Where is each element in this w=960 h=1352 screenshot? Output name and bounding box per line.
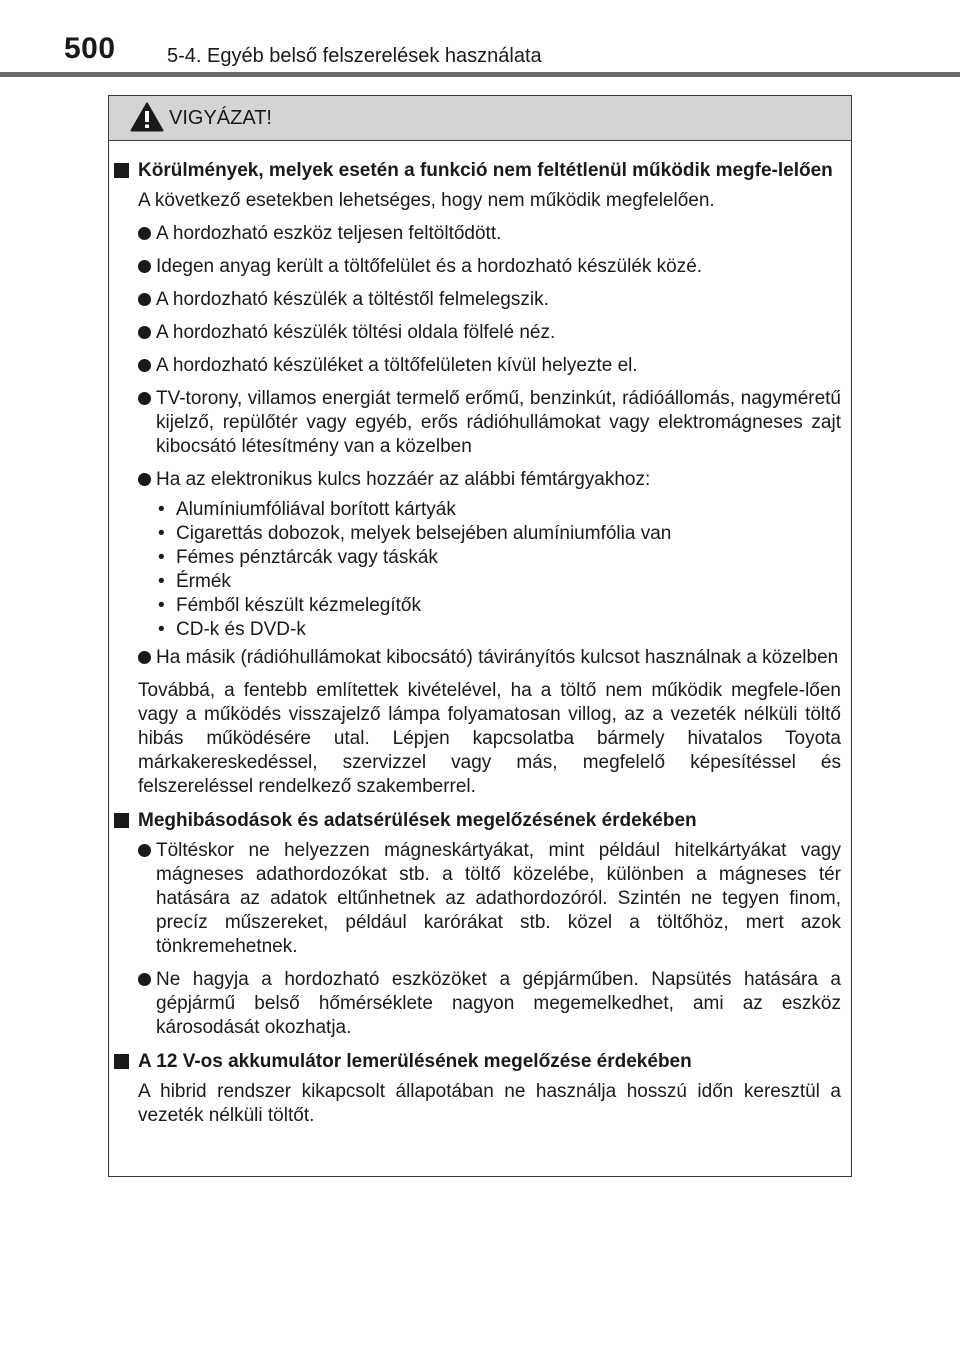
sub-list-item-text: Alumíniumfóliával borított kártyák xyxy=(176,499,456,520)
list-item-text: A hordozható készüléket a töltőfelületen kívül helyezte el. xyxy=(156,355,638,376)
list-item xyxy=(114,468,841,492)
small-dot-icon: • xyxy=(158,499,165,520)
warning-header xyxy=(109,96,851,141)
list-item-text: Töltéskor ne helyezzen mágneskártyákat, mint például hitelkártyákat vagy mágneses adathordozókat stb. a töltő közelébe, különben a mágneses tér hatására az adatok eltűnhetnek az adathordozóról. Szintén ne tegyen finom, precíz műszereket, például karórákat stb. közel a töltőhöz, mert azok tönkremehetnek. xyxy=(156,840,841,957)
circle-bullet-icon xyxy=(138,973,151,986)
section-heading xyxy=(114,1050,841,1074)
heading-text: Körülmények, melyek esetén a funkció nem feltétlenül működik megfe-lelően xyxy=(138,160,833,181)
warning-triangle-icon xyxy=(130,102,164,132)
list-item xyxy=(114,839,841,959)
sub-list-item-text: CD-k és DVD-k xyxy=(176,619,306,640)
list-item xyxy=(114,321,841,345)
square-bullet-icon xyxy=(114,1054,129,1069)
sub-list-item-text: Cigarettás dobozok, melyek belsejében alumíniumfólia van xyxy=(176,523,672,544)
sub-list-item xyxy=(114,618,841,642)
list-item-text: Idegen anyag került a töltőfelület és a hordozható készülék közé. xyxy=(156,256,703,277)
list-item-text: TV-torony, villamos energiát termelő erőmű, benzinkút, rádióállomás, nagyméretű kijelző, repülőtér vagy egyéb, erős rádióhullámokat vagy elektromágneses zajt kibocsátó létesítmény van a közelben xyxy=(156,388,841,457)
list-item-text: A hordozható eszköz teljesen feltöltődött. xyxy=(156,223,502,244)
circle-bullet-icon xyxy=(138,392,151,405)
list-item-text: Ha másik (rádióhullámokat kibocsátó) távirányítós kulcsot használnak a közelben xyxy=(156,647,839,668)
small-dot-icon: • xyxy=(158,595,165,616)
list-item xyxy=(114,968,841,1040)
list-item xyxy=(114,288,841,312)
circle-bullet-icon xyxy=(138,326,151,339)
list-item xyxy=(114,387,841,459)
page-header xyxy=(0,0,960,80)
page-number: 500 xyxy=(64,32,116,65)
warning-title: VIGYÁZAT! xyxy=(169,107,272,129)
sub-list-item xyxy=(114,498,841,522)
closing-paragraph: Továbbá, a fentebb említettek kivételével, ha a töltő nem működik megfele-lően vagy a működés visszajelző lámpa folyamatosan villog, az a vezeték nélküli töltő hibás működésére utal. Lépjen kapcsolatba bármely hivatalos Toyota márkakereskedéssel, szervizzel vagy más, megfelelő képesítéssel és felszereléssel rendelkező szakemberrel. xyxy=(138,680,841,797)
circle-bullet-icon xyxy=(138,844,151,857)
warning-box xyxy=(108,95,852,1177)
list-item-text: A hordozható készülék a töltéstől felmelegszik. xyxy=(156,289,549,310)
circle-bullet-icon xyxy=(138,359,151,372)
sub-list-item xyxy=(114,570,841,594)
list-item xyxy=(114,354,841,378)
circle-bullet-icon xyxy=(138,473,151,486)
list-item xyxy=(114,646,841,670)
warning-body xyxy=(109,141,851,1128)
circle-bullet-icon xyxy=(138,260,151,273)
list-item-text: A hordozható készülék töltési oldala fölfelé néz. xyxy=(156,322,556,343)
list-item-text: Ha az elektronikus kulcs hozzáér az alábbi fémtárgyakhoz: xyxy=(156,469,651,490)
circle-bullet-icon xyxy=(138,651,151,664)
small-dot-icon: • xyxy=(158,571,165,592)
sub-list-item-text: Fémből készült kézmelegítők xyxy=(176,595,421,616)
list-item-text: Ne hagyja a hordozható eszközöket a gépjárműben. Napsütés hatására a gépjármű belső hőmérséklete nagyon megemelkedhet, ami az eszköz károsodását okozhatja. xyxy=(156,969,841,1038)
section-heading xyxy=(114,809,841,833)
small-dot-icon: • xyxy=(158,547,165,568)
square-bullet-icon xyxy=(114,813,129,828)
section-heading xyxy=(114,159,841,183)
sub-list-item xyxy=(114,594,841,618)
small-dot-icon: • xyxy=(158,523,165,544)
intro-paragraph: A hibrid rendszer kikapcsolt állapotában ne használja hosszú időn keresztül a vezeték nélküli töltőt. xyxy=(138,1081,841,1126)
square-bullet-icon xyxy=(114,163,129,178)
section-title: 5-4. Egyéb belső felszerelések használata xyxy=(167,45,542,67)
sub-list xyxy=(114,498,841,642)
list-item xyxy=(114,222,841,246)
small-dot-icon: • xyxy=(158,619,165,640)
sub-list-item xyxy=(114,546,841,570)
circle-bullet-icon xyxy=(138,293,151,306)
sub-list-item-text: Fémes pénztárcák vagy táskák xyxy=(176,547,438,568)
intro-paragraph: A következő esetekben lehetséges, hogy nem működik megfelelően. xyxy=(138,190,715,211)
heading-text: A 12 V-os akkumulátor lemerülésének megelőzése érdekében xyxy=(138,1051,692,1072)
list-item xyxy=(114,255,841,279)
circle-bullet-icon xyxy=(138,227,151,240)
sub-list-item xyxy=(114,522,841,546)
sub-list-item-text: Érmék xyxy=(176,571,231,592)
header-rule xyxy=(0,72,960,77)
heading-text: Meghibásodások és adatsérülések megelőzésének érdekében xyxy=(138,810,697,831)
